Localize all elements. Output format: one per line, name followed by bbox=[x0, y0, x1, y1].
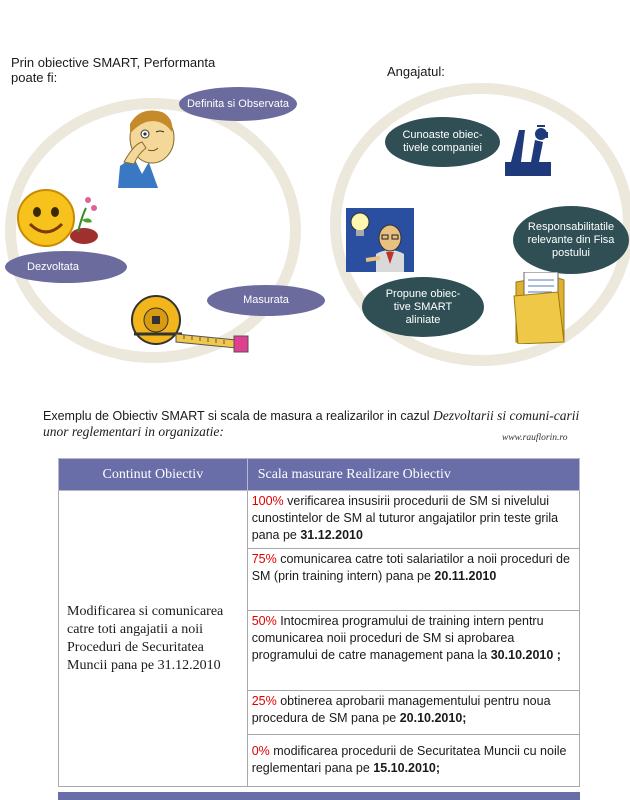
pct-value: 75% bbox=[251, 552, 277, 566]
header-continut-obiectiv: Continut Obiectiv bbox=[59, 459, 248, 491]
scale-row bbox=[247, 691, 579, 735]
scale-row bbox=[247, 611, 579, 691]
scale-date: 20.10.2010; bbox=[399, 711, 467, 725]
left-lead-text: Prin obiective SMART, Performanta poate fi: bbox=[11, 55, 216, 85]
scale-text: obtinerea aprobarii managementului pentru noua procedura de SM pana pe bbox=[251, 694, 551, 725]
bubble-propune: Propune obiec-tive SMART aliniate bbox=[362, 277, 484, 337]
scale-row bbox=[247, 735, 579, 787]
example-intro-text: Exemplu de Obiectiv SMART si scala de masura a realizarilor in cazul bbox=[43, 409, 433, 423]
folder-icon bbox=[512, 272, 568, 344]
example-intro-italic: Dezvoltarii si comuni-carii unor reglementari in organizatie: bbox=[43, 408, 580, 439]
pct-value: 0% bbox=[251, 744, 270, 758]
scale-row bbox=[247, 549, 579, 611]
scale-date: 20.11.2010 bbox=[434, 569, 497, 583]
thinking-man-icon bbox=[112, 104, 186, 188]
scale-text: verificarea insusirii procedurii de SM si nivelului cunostintelor de SM al tuturor angajatilor prin teste grila pana pe bbox=[251, 494, 559, 542]
scale-row bbox=[247, 491, 579, 549]
idea-man-icon bbox=[346, 208, 414, 272]
scale-text: modificarea procedurii de Securitatea Muncii cu noile reglementari pana pe bbox=[251, 744, 567, 775]
tools-icon bbox=[497, 122, 559, 182]
pct-value: 50% bbox=[251, 614, 277, 628]
scale-text: Intocmirea programului de training intern pentru comunicarea noii proceduri de SM si aprobarea programului de catre management pana la bbox=[251, 614, 544, 662]
pct-value: 100% bbox=[251, 494, 284, 508]
scale-date: 15.10.2010; bbox=[373, 761, 441, 775]
table-footer-bar bbox=[58, 792, 580, 800]
scale-date: 30.10.2010 ; bbox=[490, 648, 561, 662]
pct-value: 25% bbox=[251, 694, 277, 708]
smart-objective-table bbox=[58, 458, 580, 787]
bubble-definita: Definita si Observata bbox=[179, 87, 297, 121]
smiley-flower-icon bbox=[12, 186, 100, 256]
right-lead-text: Angajatul: bbox=[387, 64, 445, 79]
bubble-cunoaste: Cunoaste obiec-tivele companiei bbox=[385, 117, 500, 167]
bubble-masurata: Masurata bbox=[207, 285, 325, 316]
tape-measure-icon bbox=[126, 294, 252, 356]
website-label: www.rauflorin.ro bbox=[502, 433, 568, 443]
objective-cell: Modificarea si comunicarea catre toti angajatii a noii Proceduri de Securitatea Muncii pana pe 31.12.2010 bbox=[59, 491, 248, 787]
bubble-dezvoltata: Dezvoltata bbox=[5, 251, 127, 283]
bubble-responsabilitatile: Responsabilitatile relevante din Fisa postului bbox=[513, 206, 629, 274]
scale-text: comunicarea catre toti salariatilor a noii proceduri de SM (prin training intern) pana pe bbox=[251, 552, 570, 583]
scale-date: 31.12.2010 bbox=[300, 528, 363, 542]
header-scala-masurare: Scala masurare Realizare Obiectiv bbox=[247, 459, 579, 491]
